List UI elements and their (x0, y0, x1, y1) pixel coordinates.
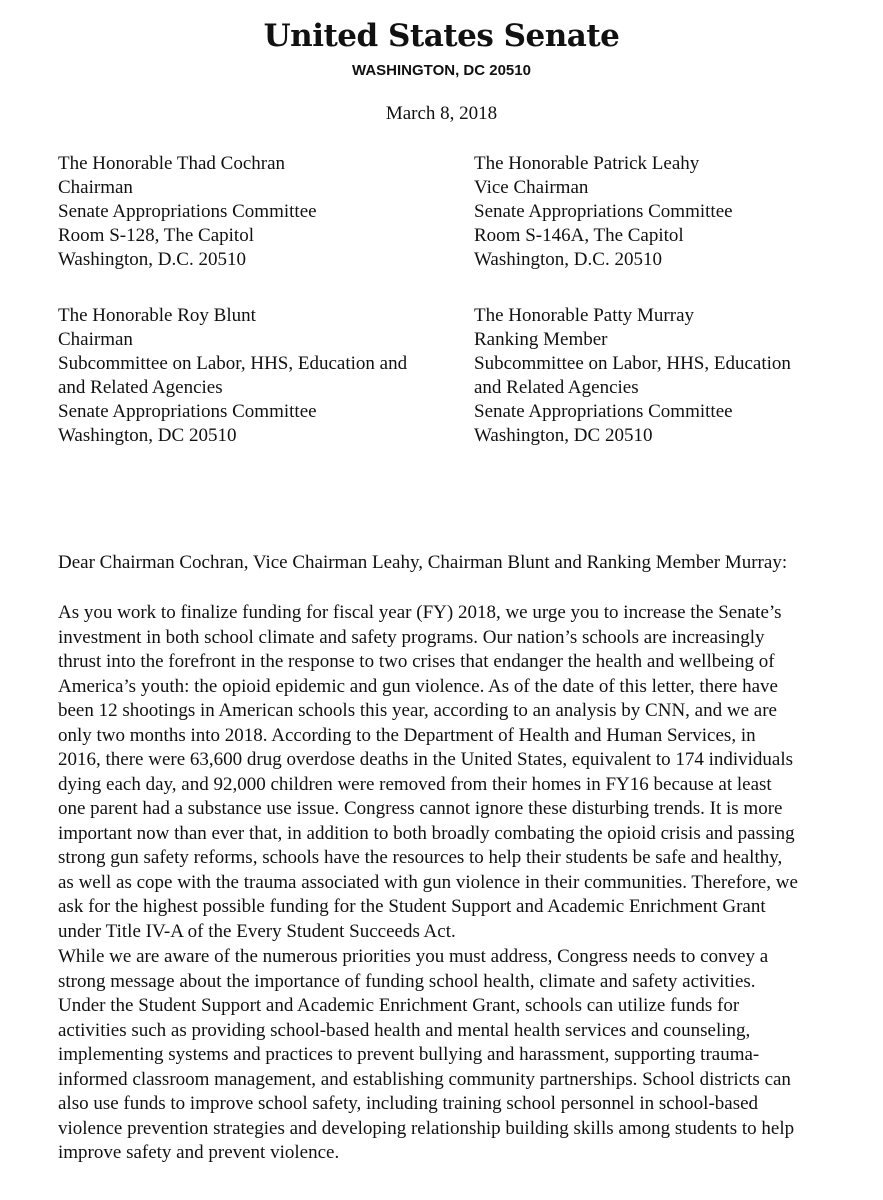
address-line: Senate Appropriations Committee (58, 201, 317, 222)
address-line: Chairman (58, 329, 133, 350)
address-line: The Honorable Patrick Leahy (474, 153, 700, 174)
address-line: Senate Appropriations Committee (474, 201, 733, 222)
addressee-block (474, 152, 733, 272)
paragraph-line: informed classroom management, and establishing community partnerships. School districts can (58, 1068, 791, 1090)
paragraph-line: America’s youth: the opioid epidemic and gun violence. As of the date of this letter, there have (58, 675, 778, 697)
addressee-block (58, 152, 317, 272)
paragraph-line: as well as cope with the trauma associated with gun violence in their communities. Therefore, we (58, 871, 798, 893)
paragraph-line: thrust into the forefront in the response to two crises that endanger the health and wellbeing of (58, 651, 775, 672)
address-line: Senate Appropriations Committee (474, 401, 733, 422)
letterhead-title: United States Senate (263, 18, 620, 54)
paragraph-line: ask for the highest possible funding for the Student Support and Academic Enrichment Grant (58, 896, 766, 917)
address-line: Ranking Member (474, 329, 608, 350)
paragraph-line: only two months into 2018. According to the Department of Health and Human Services, in (58, 724, 756, 746)
letter-date: March 8, 2018 (385, 103, 498, 124)
address-line: Chairman (58, 177, 133, 198)
paragraph-line: violence prevention strategies and developing relationship building skills among students to help (58, 1117, 795, 1139)
letterhead-subtitle: WASHINGTON, DC 20510 (352, 62, 531, 79)
address-line: and Related Agencies (58, 377, 223, 398)
address-line: The Honorable Thad Cochran (58, 153, 286, 174)
paragraph-line: 2016, there were 63,600 drug overdose deaths in the United States, equivalent to 174 individuals (58, 749, 794, 770)
paragraph-line: investment in both school climate and safety programs. Our nation’s schools are increasingly (58, 626, 765, 648)
paragraph-line: strong gun safety reforms, schools have the resources to help their students be safe and healthy, (58, 847, 783, 868)
body-paragraph (58, 945, 794, 1166)
addressee-block (474, 304, 791, 448)
address-line: Washington, DC 20510 (474, 425, 653, 446)
address-line: Room S-146A, The Capitol (474, 225, 684, 246)
address-line: Senate Appropriations Committee (58, 401, 317, 422)
paragraph-line: activities such as providing school-based health and mental health services and counseling, (58, 1019, 751, 1041)
address-line: Subcommittee on Labor, HHS, Education (474, 353, 791, 374)
address-line: Vice Chairman (474, 177, 589, 198)
salutation: Dear Chairman Cochran, Vice Chairman Leahy, Chairman Blunt and Ranking Member Murray: (58, 552, 788, 573)
address-line: Washington, D.C. 20510 (474, 249, 662, 270)
paragraph-line: improve safety and prevent violence. (58, 1142, 340, 1163)
paragraph-line: important now than ever that, in addition to both broadly combating the opioid crisis and passing (58, 822, 795, 844)
paragraph-line: strong message about the importance of funding school health, climate and safety activities. (58, 970, 756, 992)
address-line: Subcommittee on Labor, HHS, Education and (58, 353, 408, 374)
address-line: and Related Agencies (474, 377, 639, 398)
paragraph-line: one parent had a substance use issue. Congress cannot ignore these disturbing trends. It is more (58, 798, 783, 819)
address-line: The Honorable Patty Murray (474, 305, 695, 326)
paragraph-line: also use funds to improve school safety, including training school personnel in school-based (58, 1093, 759, 1114)
paragraph-line: As you work to finalize funding for fiscal year (FY) 2018, we urge you to increase the Senate’s (58, 602, 782, 623)
addressee-block (58, 304, 407, 448)
address-line: The Honorable Roy Blunt (58, 305, 256, 326)
paragraph-line: implementing systems and practices to prevent bullying and harassment, supporting trauma- (58, 1044, 760, 1065)
body-paragraph (58, 601, 798, 944)
address-line: Washington, DC 20510 (58, 425, 237, 446)
paragraph-line: While we are aware of the numerous priorities you must address, Congress needs to convey a (58, 946, 769, 967)
address-line: Washington, D.C. 20510 (58, 249, 246, 270)
address-line: Room S-128, The Capitol (58, 225, 254, 246)
paragraph-line: under Title IV-A of the Every Student Succeeds Act. (58, 920, 456, 942)
paragraph-line: been 12 shootings in American schools this year, according to an analysis by CNN, and we are (58, 700, 777, 721)
paragraph-line: Under the Student Support and Academic Enrichment Grant, schools can utilize funds for (58, 995, 740, 1016)
paragraph-line: dying each day, and 92,000 children were removed from their homes in FY16 because at least (58, 773, 772, 795)
